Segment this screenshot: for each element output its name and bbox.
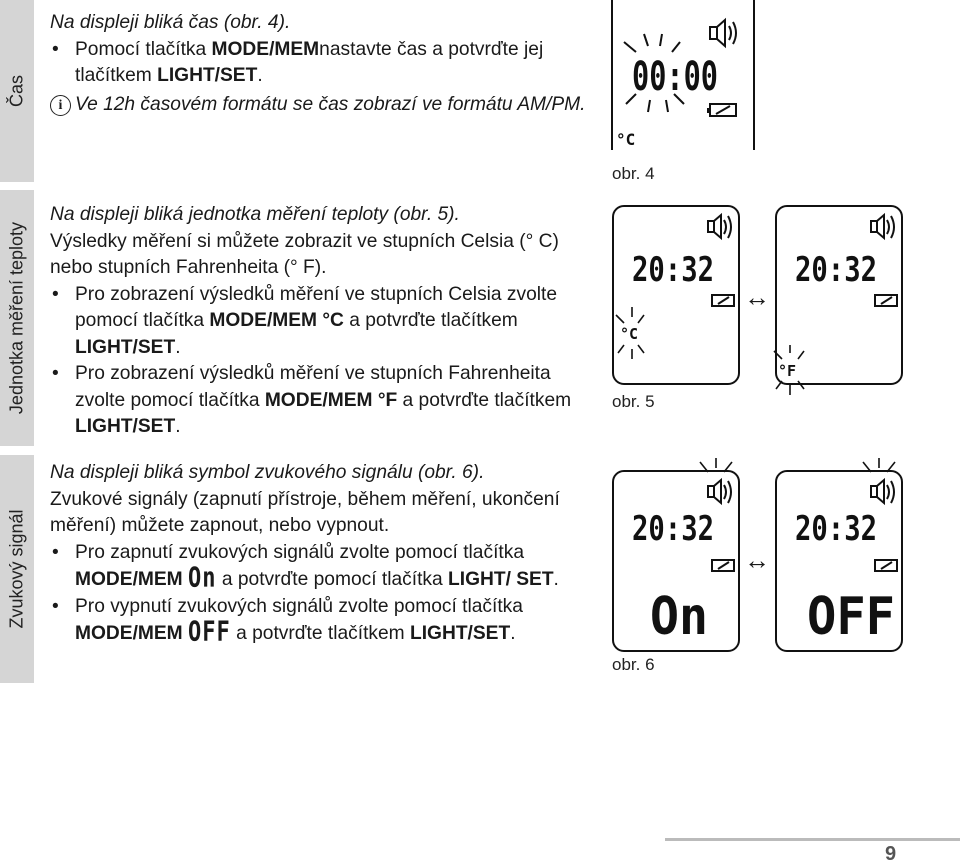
cas-info-note: i Ve 12h časovém formátu se čas zobrazí ve formátu AM/PM. <box>50 92 600 119</box>
tab-zvukovy-label: Zvukový signál <box>6 509 27 629</box>
fig6-rays-b <box>855 458 905 488</box>
info-icon: i <box>50 95 71 116</box>
fig4-unit: °C <box>616 130 636 149</box>
battery-icon <box>712 295 734 306</box>
fig6-word-b: OFF <box>807 587 895 647</box>
seg-off-symbol: OFF <box>188 616 231 648</box>
speaker-icon <box>708 215 731 238</box>
tab-cas-label: Čas <box>6 74 27 108</box>
fig5-arrow: ↔ <box>744 282 770 312</box>
fig4-caption: obr. 4 <box>612 164 655 183</box>
battery-icon <box>712 560 734 571</box>
fig6-time-a: 20:32 <box>632 509 714 549</box>
section-cas <box>50 10 600 118</box>
jednotka-bullet-1: • Pro zobrazení výsledků měření ve stupních Celsia zvolte pomocí tlačítka MODE/MEM °C a potvrďte tlačítkem LIGHT/SET. <box>52 283 558 358</box>
cas-intro: Na displeji bliká čas (obr. 4). <box>50 12 291 33</box>
fig4-time: 00:00 <box>632 54 718 100</box>
fig6-caption: obr. 6 <box>612 655 655 674</box>
battery-icon <box>875 295 897 306</box>
fig5-display-celsius <box>612 205 740 385</box>
footer-rule <box>665 838 960 841</box>
fig6-rays-a <box>692 458 742 488</box>
fig6-display-off <box>775 470 903 652</box>
tab-cas <box>0 0 34 182</box>
speaker-icon <box>710 20 736 46</box>
tab-zvukovy <box>0 455 34 683</box>
jednotka-intro: Na displeji bliká jednotka měření teploty (obr. 5). <box>50 204 460 225</box>
fig5-time-a: 20:32 <box>632 250 714 290</box>
fig5-unit-b: °F <box>778 362 797 380</box>
fig6-lcd-b <box>777 472 905 654</box>
cas-bullet-1: • Pomocí tlačítka MODE/MEMnastavte čas a potvrďte jej tlačítkem LIGHT/SET. <box>52 38 544 86</box>
zvuk-para: Zvukové signály (zapnutí přístroje, během měření, ukončení měření) můžete zapnout, nebo vypnout. <box>50 488 560 536</box>
jednotka-bullet-2: • Pro zobrazení výsledků měření ve stupních Fahrenheita zvolte pomocí tlačítka MODE/MEM °F a potvrďte tlačítkem LIGHT/SET. <box>52 363 572 437</box>
battery-icon <box>707 104 736 116</box>
page-number: 9 <box>885 843 897 865</box>
fig6-word-a: On <box>650 587 708 647</box>
fig5-time-b: 20:32 <box>795 250 877 290</box>
section-jednotka <box>50 202 600 441</box>
fig4-display <box>608 0 758 160</box>
fig6-arrow: ↔ <box>744 545 770 575</box>
fig5-unit-a: °C <box>620 325 639 343</box>
speaker-icon <box>871 215 894 238</box>
fig6-display-on <box>612 470 740 652</box>
jednotka-para: Výsledky měření si můžete zobrazit ve stupních Celsia (° C) nebo stupních Fahrenheita (° F). <box>50 230 559 278</box>
tab-jednotka-label: Jednotka měření teploty <box>6 221 27 415</box>
zvuk-intro: Na displeji bliká symbol zvukového signálu (obr. 6). <box>50 462 485 483</box>
seg-on-symbol: On <box>188 562 217 594</box>
section-zvuk <box>50 460 600 648</box>
blink-rays-icon <box>700 458 732 472</box>
fig5-unit-b-outside <box>770 345 810 395</box>
fig6-lcd-a <box>614 472 742 654</box>
tab-jednotka <box>0 190 34 446</box>
fig5-lcd-a <box>614 207 742 387</box>
zvuk-bullet-2: • Pro vypnutí zvukových signálů zvolte pomocí tlačítka MODE/MEM OFF a potvrďte tlačítkem LIGHT/SET. <box>52 595 523 648</box>
battery-icon <box>875 560 897 571</box>
fig6-time-b: 20:32 <box>795 509 877 549</box>
fig5-caption: obr. 5 <box>612 392 655 411</box>
zvuk-bullet-1: • Pro zapnutí zvukových signálů zvolte pomocí tlačítka MODE/MEM On a potvrďte pomocí tlačítka LIGHT/ SET. <box>52 541 559 594</box>
blink-rays-icon <box>863 458 895 472</box>
